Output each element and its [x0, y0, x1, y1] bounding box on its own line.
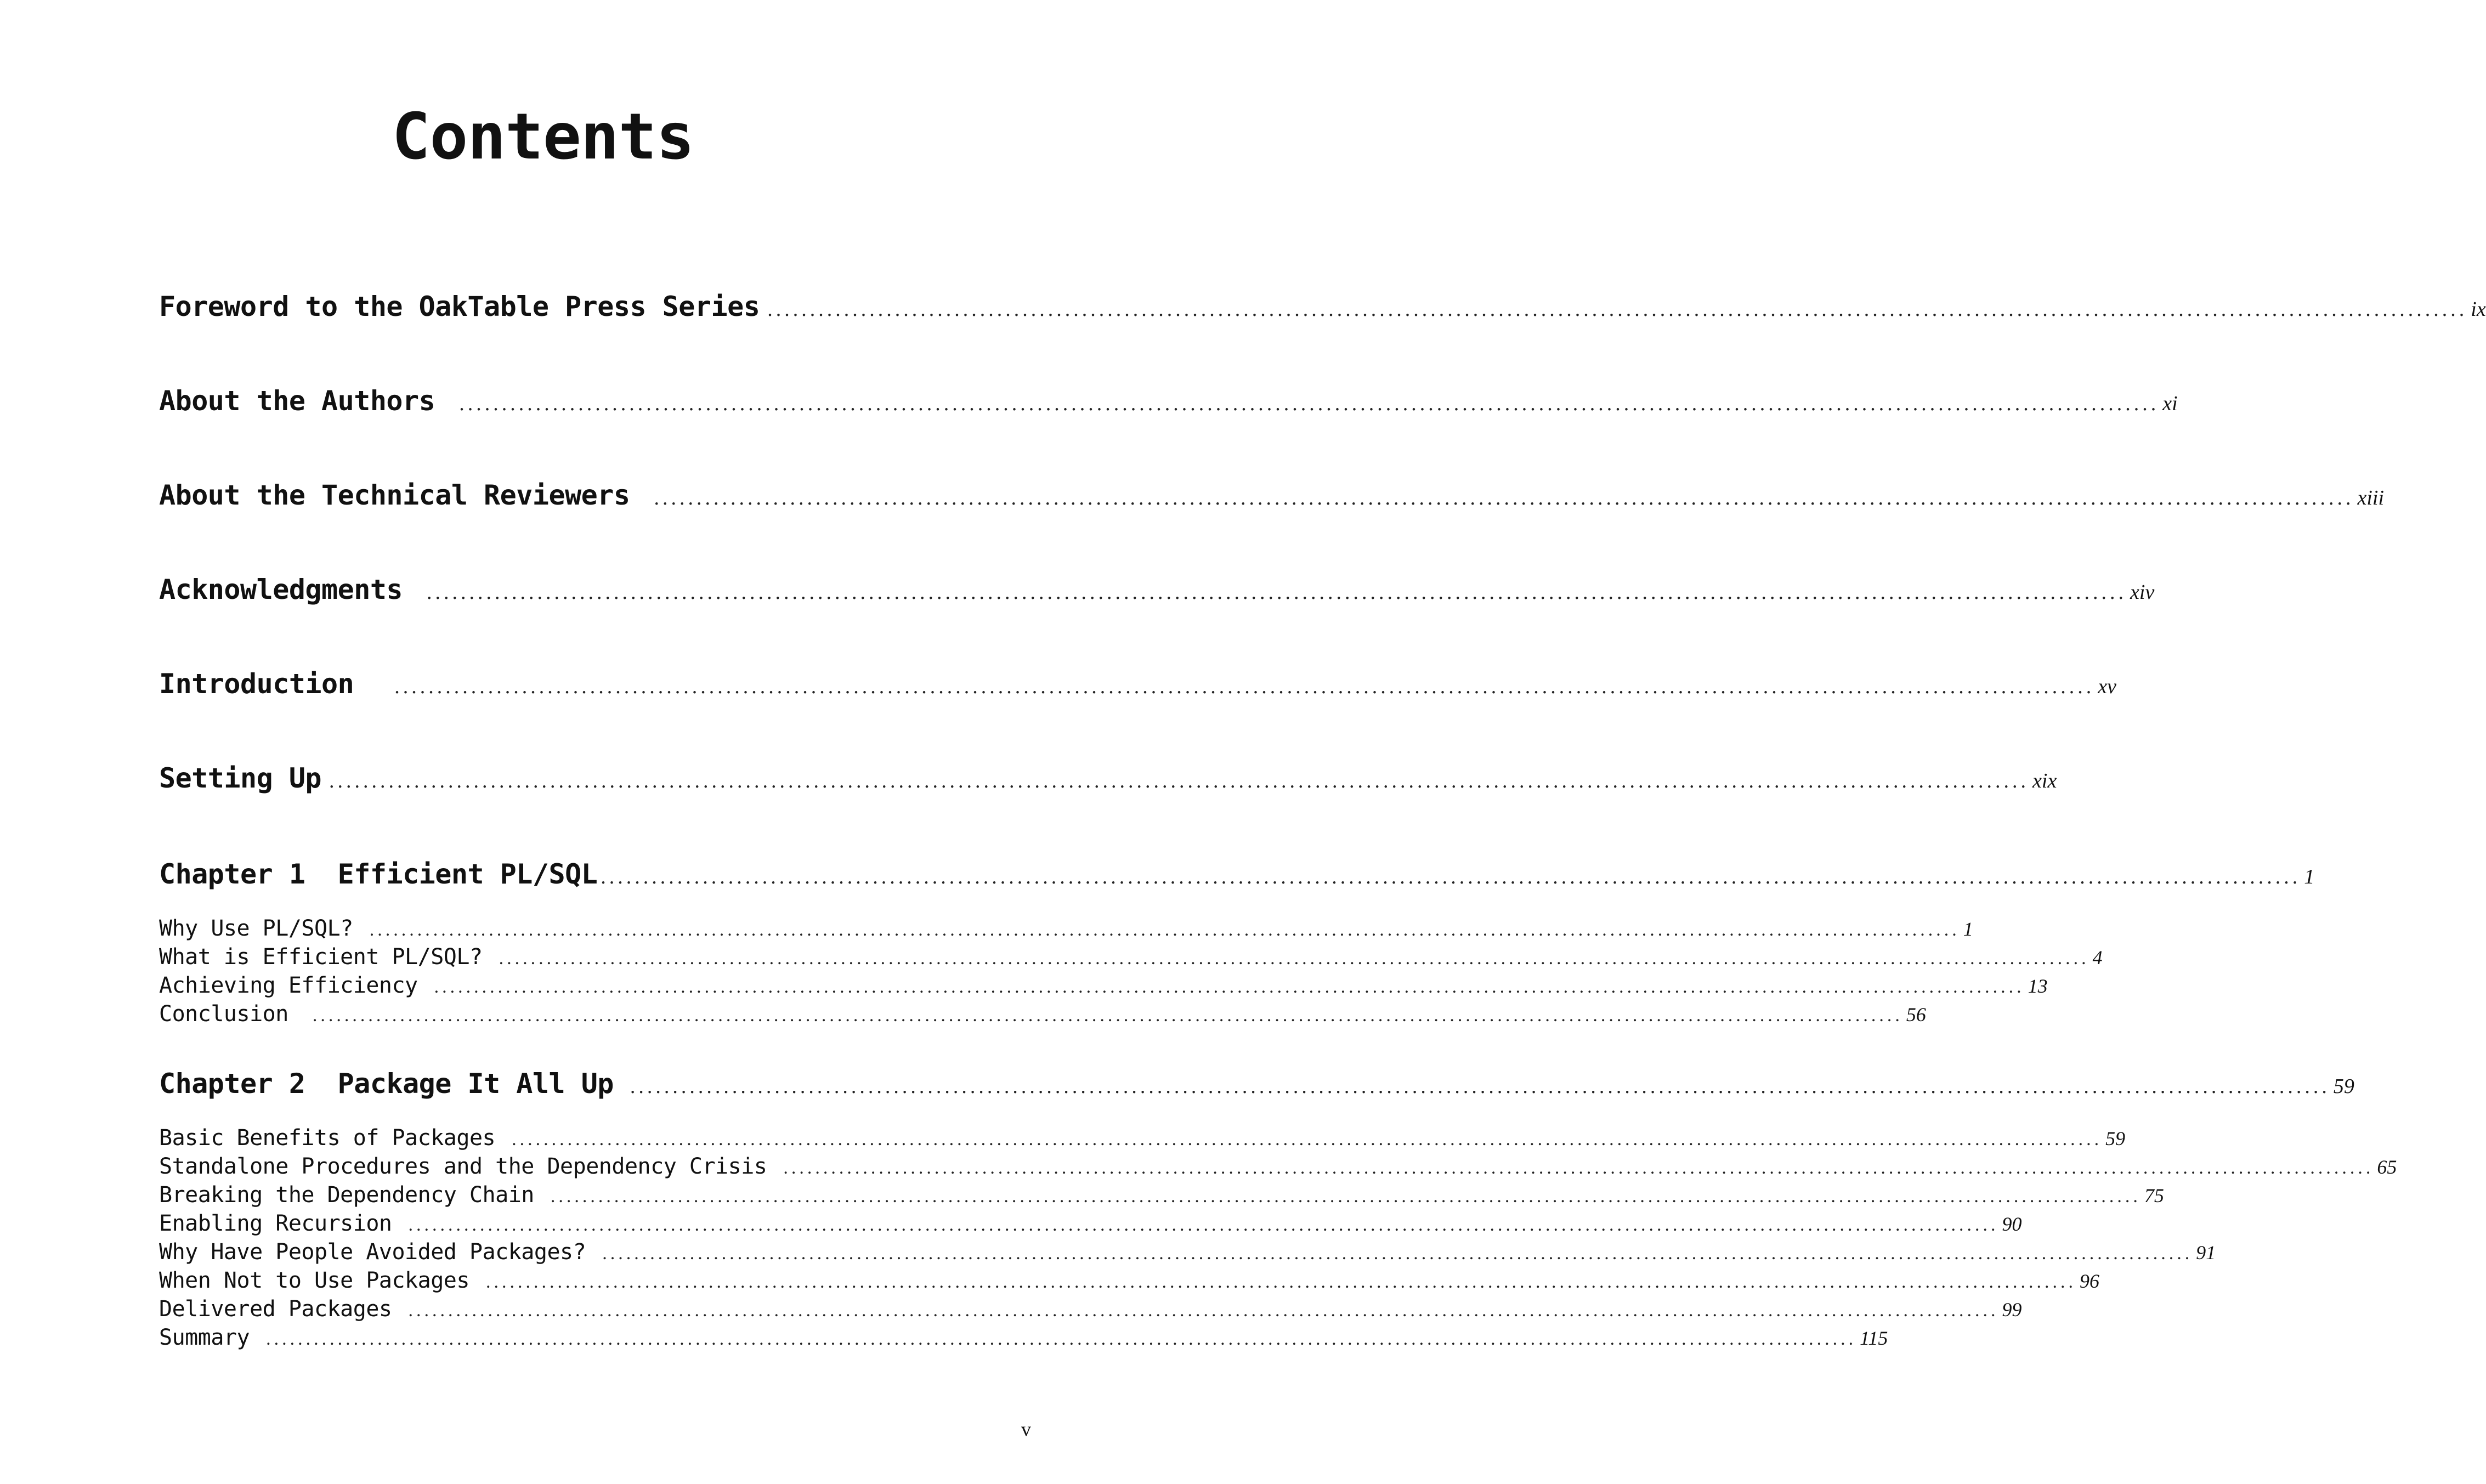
toc-chapter-1[interactable] — [159, 858, 2315, 890]
toc-entry-label: Foreword to the OakTable Press Series — [159, 291, 760, 322]
chapter-title: Package It All Up — [337, 1068, 614, 1100]
toc-entry-page: 1 — [2304, 865, 2315, 888]
toc-entry-page: xiii — [2357, 486, 2385, 509]
toc-section-label: Summary — [159, 1325, 250, 1350]
toc-section[interactable] — [159, 1239, 2216, 1265]
toc-entry-page: xiv — [2130, 581, 2155, 604]
toc-section-label: Basic Benefits of Packages — [159, 1125, 496, 1151]
toc-section-page: 75 — [2144, 1185, 2164, 1207]
toc-section-page: 99 — [2002, 1299, 2022, 1321]
toc-section[interactable] — [159, 1154, 2397, 1179]
toc-section-page: 1 — [1963, 918, 1973, 940]
toc-section-page: 59 — [2105, 1128, 2126, 1149]
toc-section-label: Standalone Procedures and the Dependency Crisis — [159, 1154, 767, 1179]
toc-section-label: Why Use PL/SQL? — [159, 916, 353, 941]
toc-section-label: Achieving Efficiency — [159, 973, 418, 998]
toc-section[interactable] — [159, 1125, 2126, 1151]
toc-section[interactable] — [159, 1182, 2164, 1208]
dot-leader: ........................................................................................................................................................................................................ — [601, 865, 2301, 888]
dot-leader: ........................................................................................................................................................................................................ — [630, 1075, 2330, 1098]
dot-leader: ........................................................................................................................................................................................................ — [512, 1129, 2103, 1149]
dot-leader: ........................................................................................................................................................................................................ — [408, 1300, 1999, 1321]
dot-leader: ........................................................................................................................................................................................................ — [783, 1158, 2374, 1178]
chapter-number: Chapter 1 — [159, 858, 305, 890]
dot-leader: ........................................................................................................................................................................................................ — [427, 581, 2127, 604]
dot-leader: ........................................................................................................................................................................................................ — [408, 1215, 1999, 1235]
toc-entry-label: Introduction — [159, 668, 354, 700]
toc-entry-label: Setting Up — [159, 762, 322, 794]
chapter-heading — [159, 1068, 614, 1100]
toc-entry-page: 59 — [2333, 1075, 2354, 1098]
toc-section-page: 56 — [1906, 1004, 1926, 1026]
toc-entry-label: Acknowledgments — [159, 574, 403, 605]
toc-section[interactable] — [159, 916, 1973, 941]
toc-section[interactable] — [159, 1296, 2022, 1322]
toc-section[interactable] — [159, 973, 2048, 998]
page-title: Contents — [392, 100, 694, 174]
toc-section-label: Why Have People Avoided Packages? — [159, 1239, 586, 1265]
toc-section-page: 115 — [1860, 1327, 1888, 1349]
toc-section[interactable] — [159, 1001, 1926, 1027]
toc-section-page: 91 — [2196, 1242, 2216, 1264]
toc-entry-page: xix — [2032, 769, 2057, 792]
toc-section-label: Enabling Recursion — [159, 1211, 392, 1236]
dot-leader: ........................................................................................................................................................................................................ — [654, 486, 2354, 509]
dot-leader: ........................................................................................................................................................................................................ — [329, 769, 2030, 792]
dot-leader: ........................................................................................................................................................................................................ — [602, 1243, 2193, 1264]
chapter-number: Chapter 2 — [159, 1068, 305, 1100]
toc-entry-label: About the Technical Reviewers — [159, 479, 630, 511]
toc-entry-foreword[interactable] — [159, 291, 2486, 322]
toc-section[interactable] — [159, 944, 2103, 970]
toc-section-label: Conclusion — [159, 1001, 288, 1027]
dot-leader: ........................................................................................................................................................................................................ — [767, 298, 2468, 321]
toc-entry-technical-reviewers[interactable] — [159, 479, 2385, 511]
toc-entry-page: ix — [2471, 298, 2486, 321]
toc-entry-acknowledgments[interactable] — [159, 574, 2155, 605]
chapter-title: Efficient PL/SQL — [337, 858, 598, 890]
toc-chapter-2[interactable] — [159, 1068, 2354, 1100]
toc-entry-page: xi — [2162, 392, 2178, 415]
toc-section-label: Breaking the Dependency Chain — [159, 1182, 534, 1208]
toc-entry-about-authors[interactable] — [159, 385, 2178, 417]
toc-section[interactable] — [159, 1325, 1888, 1350]
toc-section-page: 13 — [2028, 975, 2048, 997]
dot-leader: ........................................................................................................................................................................................................ — [459, 392, 2160, 415]
dot-leader: ........................................................................................................................................................................................................ — [485, 1272, 2076, 1292]
dot-leader: ........................................................................................................................................................................................................ — [550, 1186, 2141, 1207]
toc-section[interactable] — [159, 1268, 2099, 1293]
dot-leader: ........................................................................................................................................................................................................ — [369, 920, 1960, 940]
toc-section[interactable] — [159, 1211, 2022, 1236]
toc-section-page: 65 — [2377, 1156, 2397, 1178]
dot-leader: ........................................................................................................................................................................................................ — [394, 675, 2095, 698]
dot-leader: ........................................................................................................................................................................................................ — [266, 1329, 1857, 1349]
dot-leader: ........................................................................................................................................................................................................ — [312, 1005, 1903, 1026]
dot-leader: ........................................................................................................................................................................................................ — [434, 977, 2025, 997]
toc-section-label: Delivered Packages — [159, 1296, 392, 1322]
dot-leader: ........................................................................................................................................................................................................ — [499, 948, 2089, 968]
toc-section-page: 96 — [2079, 1270, 2099, 1292]
toc-entry-introduction[interactable] — [159, 668, 2116, 700]
toc-section-page: 4 — [2092, 947, 2103, 968]
toc-section-label: When Not to Use Packages — [159, 1268, 469, 1293]
page-number: v — [1021, 1418, 1031, 1440]
toc-section-label: What is Efficient PL/SQL? — [159, 944, 483, 970]
toc-entry-label: About the Authors — [159, 385, 435, 417]
toc-entry-page: xv — [2098, 675, 2116, 698]
toc-entry-setting-up[interactable] — [159, 762, 2057, 794]
toc-section-page: 90 — [2002, 1213, 2022, 1235]
chapter-heading — [159, 858, 597, 890]
